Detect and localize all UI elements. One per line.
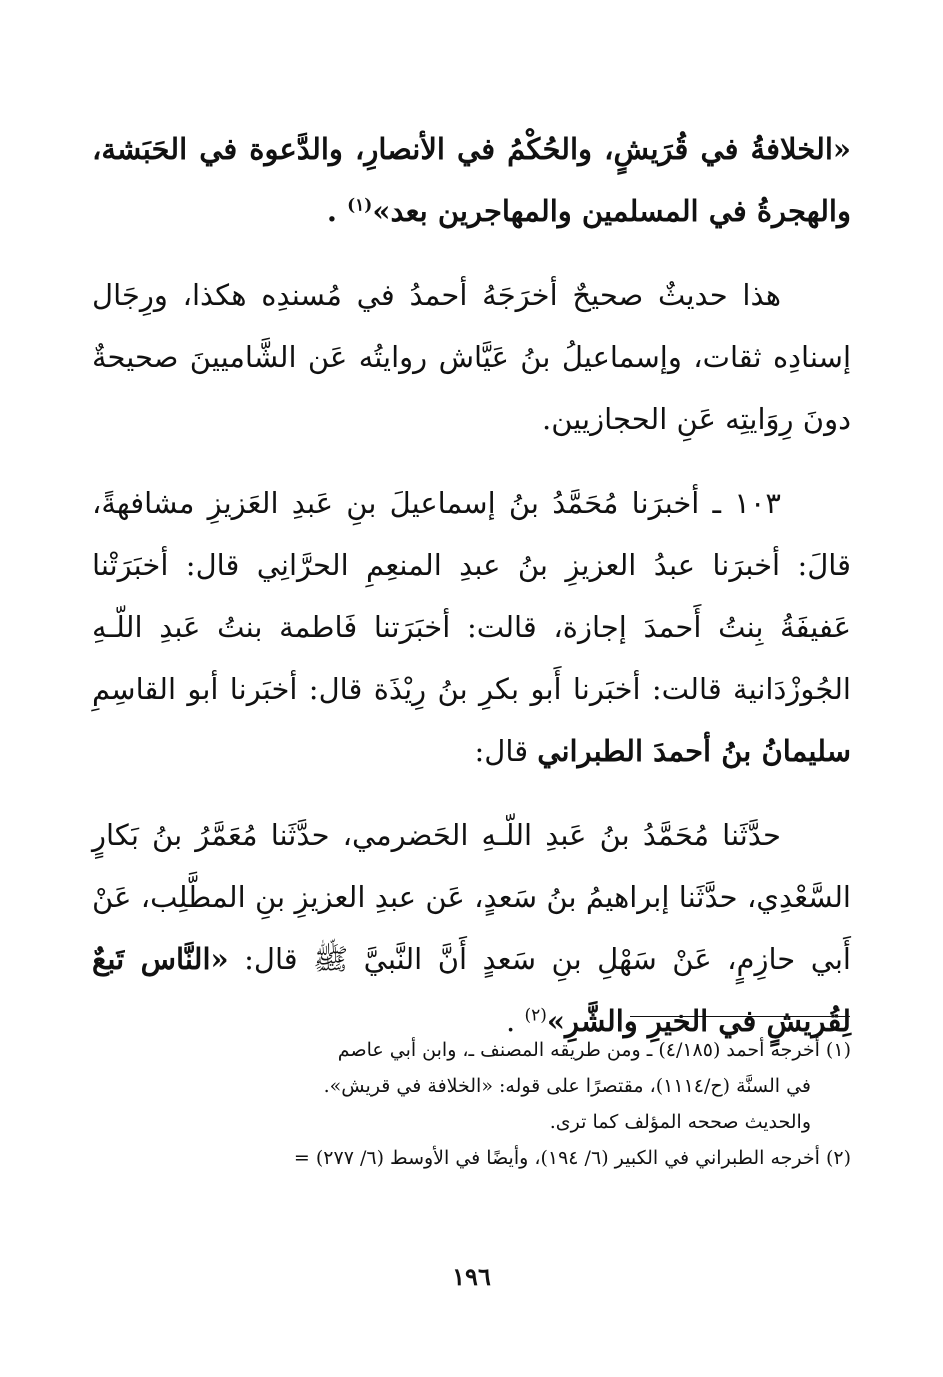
footnote-1-line-2: في السنَّة (ح/١١١٤)، مقتصرًا على قوله: «الخلافة في قريش».: [323, 1075, 811, 1097]
hadith-text: «الخلافةُ في قُرَيشٍ، والحُكْمُ في الأنصارِ، والدَّعوة في الحَبَشة، والهجرةُ في المسلمين والمهاجرين بعد»: [92, 132, 851, 228]
grading-paragraph: هذا حديثٌ صحيحٌ أخرَجَهُ أحمدُ في مُسندِه هكذا، ورِجَال إسنادِه ثقات، وإسماعيلُ بنُ عَيَّاش روايتُه عَن الشَّاميينَ صحيحةٌ دونَ رِوَايتِه عَنِ الحجازيين.: [92, 278, 851, 436]
chain-text-2: حدَّثَنا مُحَمَّدُ بنُ عَبدِ اللّـهِ الحَضرمي، حدَّثَنا مُعَمَّرُ بنُ بَكارٍ السَّعْدِي، حدَّثَنا إبراهيمُ بنُ سَعدٍ، عَن عبدِ العزيزِ بنِ المطَّلِب، عَنْ أَبي حازِمٍ، عَنْ سَهْلِ بنِ سَعدٍ أَنَّ النَّبيَّ ﷺ قال:: [92, 818, 851, 976]
footnote-ref-2[interactable]: (٢): [524, 1005, 547, 1026]
hadith-matn: «النَّاس تَبعٌ لِقُريشٍ في الخيرِ والشَّرِ»: [92, 942, 851, 1038]
main-text: [92, 118, 851, 1074]
footnote-1-line-1: (١) أخرجه أحمد (٤/١٨٥) ـ ومن طريقه المصنف ـ، وابن أبي عاصم: [337, 1039, 851, 1061]
chain-end: قال:: [474, 734, 529, 768]
sentence-end-2: .: [506, 1004, 516, 1038]
footnote-2-line-1: (٢) أخرجه الطبراني في الكبير (٦/ ١٩٤)، وأيضًا في الأوسط (٦/ ٢٧٧) =: [293, 1147, 851, 1169]
narrator-name: سليمانُ بنُ أحمدَ الطبراني: [537, 734, 851, 768]
sentence-end: .: [326, 194, 337, 228]
chain-text: ١٠٣ ـ أخبرَنا مُحَمَّدُ بنُ إسماعيلَ بنِ عَبدِ العَزيزِ مشافهةً، قالَ: أخبرَنا عبدُ العزيزِ بنُ عبدِ المنعِمِ الحرَّانِي قال: أخبَرَتْنا عَفيفَةُ بِنتُ أَحمدَ إجازة، قالت: أخبَرَتنا فَاطمة بنتُ عَبدِ اللّـهِ الجُوزْدَانية قالت: أخبَرنا أَبو بكرِ بنُ رِيْذَة قال: أخبَرنا أبو القاسِمِ: [92, 486, 851, 706]
hadith-103-chain-paragraph: [92, 472, 851, 782]
page-number: ١٩٦: [452, 1262, 491, 1291]
footnotes: [92, 1032, 851, 1176]
hadith-text-paragraph: [92, 118, 851, 242]
footnote-ref-1[interactable]: (١): [347, 195, 373, 216]
footnote-divider: [630, 1016, 850, 1017]
hadith-103-text-paragraph: [92, 804, 851, 1052]
footnote-1-line-3: والحديث صححه المؤلف كما ترى.: [549, 1111, 811, 1133]
